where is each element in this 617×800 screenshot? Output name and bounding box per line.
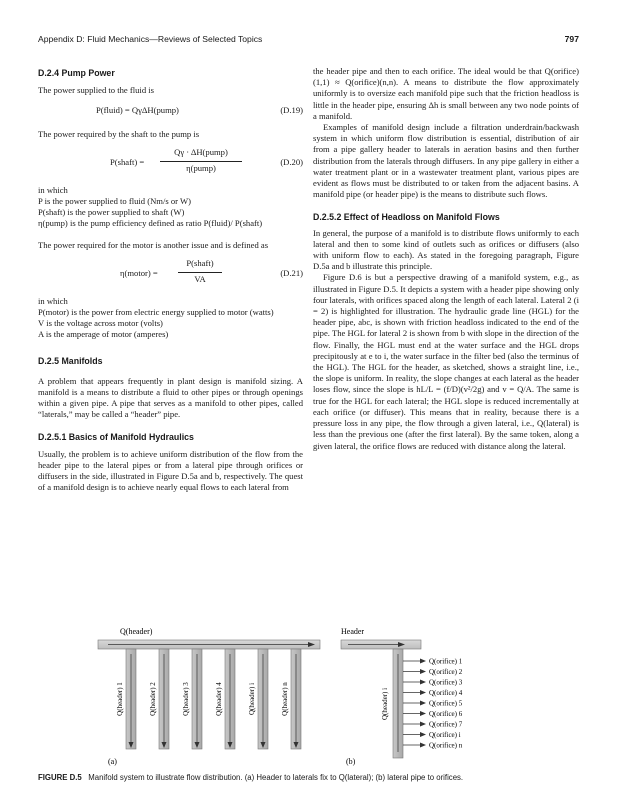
orifice-label: Q(orifice) 4 xyxy=(429,689,463,697)
equation-lhs: η(motor) = xyxy=(120,267,158,278)
equation-d21 xyxy=(38,258,303,292)
orifice-outlet xyxy=(403,658,463,666)
caption-text: Manifold system to illustrate flow distribution. (a) Header to laterals fix to Q(lateral); (b) lateral pipe to orifices. xyxy=(88,773,464,782)
caption-label: FIGURE D.5 xyxy=(38,773,82,782)
lateral-label: Q(header) 1 xyxy=(116,682,124,716)
lateral-label: Q(header) i xyxy=(248,682,256,716)
lateral-label: Q(header) 2 xyxy=(149,682,157,716)
orifice-flow-arrow xyxy=(420,743,426,748)
figure-caption xyxy=(38,773,579,782)
figure-a-title: Q(header) xyxy=(120,627,153,636)
orifice-flow-arrow xyxy=(420,732,426,737)
equation-numerator: P(shaft) xyxy=(186,257,214,268)
paragraph: the header pipe and then to each orifice. The ideal would be that Q(orifice)(1,1) ≈ Q(orifice)(n,n). A means to distribute the flow approximately uniformly is to oversize each manifold pipe such that the friction headloss is little in the header pipe, ensuring Δh is small between any two node points of a manifold. xyxy=(313,66,579,121)
paragraph: A problem that appears frequently in plant design is manifold sizing. A manifold is a means to distribute a fluid to other pipes or through openings within a given pipe. A pipe that serves as a manifold to other pipes, called “laterals,” may be called a “header” pipe. xyxy=(38,375,303,420)
orifice-flow-arrow xyxy=(420,711,426,716)
orifice-outlet xyxy=(403,721,463,729)
lateral-label: Q(header) 4 xyxy=(215,682,223,716)
orifice-outlet xyxy=(403,700,463,708)
orifice-label: Q(orifice) 1 xyxy=(429,657,463,666)
fraction-bar xyxy=(178,272,222,273)
definition-item: P(shaft) is the power supplied to shaft (W) xyxy=(38,207,185,218)
definition-item: P(motor) is the power from electric energy supplied to motor (watts) xyxy=(38,306,274,317)
section-heading-manifolds: D.2.5 Manifolds xyxy=(38,356,103,367)
lateral-label: Q(header) n xyxy=(281,682,289,716)
equation-numerator: Qγ · ΔH(pump) xyxy=(174,146,228,157)
definition-item: A is the amperage of motor (amperes) xyxy=(38,329,169,340)
lateral-pipe xyxy=(215,649,235,749)
figure-b-label: (b) xyxy=(346,757,356,766)
orifice-label: Q(orifice) 5 xyxy=(429,699,463,708)
equation-d20 xyxy=(38,147,303,181)
paragraph: The power required for the motor is another issue and is defined as xyxy=(38,240,269,251)
lateral-pipe xyxy=(149,649,169,749)
orifice-flow-arrow xyxy=(420,669,426,674)
page-number: 797 xyxy=(564,34,579,44)
orifice-label: Q(orifice) 3 xyxy=(429,678,463,687)
orifice-label: Q(orifice) 2 xyxy=(429,668,463,676)
right-column xyxy=(313,66,579,452)
figure-a-label: (a) xyxy=(108,757,117,766)
paragraph: in which xyxy=(38,184,68,195)
equation-denominator: VA xyxy=(194,273,206,284)
lateral-label-b: Q(header) i xyxy=(381,687,389,721)
fraction-bar xyxy=(160,161,242,162)
equation-d19 xyxy=(38,101,303,123)
paragraph: Examples of manifold design include a filtration underdrain/backwash system in which uniform flow distribution is essential, distribution of air from a pipe gallery header to laterals in aeration basins and then further distribution from the laterals through diffusers. In any pipe gallery in either a water treatment plant or in a wastewater treatment plant, various pipes are evident as flows must be distributed to or taken from the adjacent basins. A manifold pipe (or header pipe) is the means to distribute such flows. xyxy=(313,122,579,200)
figure-b-title: Header xyxy=(341,627,365,636)
left-column xyxy=(38,66,303,493)
definition-item: P is the power supplied to fluid (Nm/s or W) xyxy=(38,195,192,206)
orifice-flow-arrow xyxy=(420,701,426,706)
orifice-flow-arrow xyxy=(420,690,426,695)
orifice-flow-arrow xyxy=(420,680,426,685)
paragraph: in which xyxy=(38,295,68,306)
orifice-outlet xyxy=(403,742,463,750)
orifices-group xyxy=(403,658,463,750)
equation-denominator: η(pump) xyxy=(186,162,216,173)
paragraph: The power supplied to the fluid is xyxy=(38,85,154,96)
equation-number: (D.21) xyxy=(280,267,303,278)
orifice-flow-arrow xyxy=(420,659,426,664)
orifice-outlet xyxy=(403,731,461,739)
equation-number: (D.19) xyxy=(280,105,303,116)
definition-item: V is the voltage across motor (volts) xyxy=(38,318,163,329)
equation-body: P(fluid) = QγΔH(pump) xyxy=(96,105,179,116)
paragraph: The power required by the shaft to the pump is xyxy=(38,129,200,140)
section-heading-headloss: D.2.5.2 Effect of Headloss on Manifold Flows xyxy=(313,212,500,223)
orifice-outlet xyxy=(403,668,463,676)
lateral-pipe xyxy=(248,649,268,749)
orifice-outlet xyxy=(403,689,463,697)
laterals-group xyxy=(116,649,301,749)
paragraph: Figure D.6 is but a perspective drawing of a manifold system, e.g., as illustrated in Figure D.5. It depicts a system with a header pipe showing only four laterals, with orifices spaced along the length of each lateral. Lateral 2 (i = 2) is highlighted for illustration. The hydraulic grade line (HGL) for the header pipe, abc, is shown with friction headloss indicated to the end of the pipe. The HGL for lateral 2 is shown from b with slope in the direction of the flow. Finally, the HGL must end at the water surface and the HGL drops precipitously at e to i, the water surface in the filter bed (also the terminus of the HGL). The HGL for the header, as sketched, shows a straight line, i.e., the slope is uniform. In reality, the slope changes at each lateral as the header loses flow, since the slope is hL/L = (f/D)(v²/2g) and v = Q/A. The same is true for the HGL for each lateral; the HGL slope is reduced incrementally at each orifice (or diffuser). This means that in reality, because there is a pressure loss in any pipe, the flow through a given lateral, i.e., Q(lateral) is less than the previous one (after the first lateral). By the same token, along a given lateral, the orifice flows are reduced with distance along the lateral. xyxy=(313,272,579,451)
header-title: Appendix D: Fluid Mechanics—Reviews of Selected Topics xyxy=(38,34,263,44)
orifice-outlet xyxy=(403,710,463,718)
section-heading-manifold-hydraulics: D.2.5.1 Basics of Manifold Hydraulics xyxy=(38,432,194,443)
orifice-label: Q(orifice) 7 xyxy=(429,720,463,729)
paragraph: In general, the purpose of a manifold is to distribute flows uniformly to each lateral and then to some kind of outlets such as orifices or diffusers (also with uniform flow to each). As stated in the foregoing paragraph, Figure D.5a and b illustrate this principle. xyxy=(313,227,579,272)
orifice-label: Q(orifice) i xyxy=(429,731,461,739)
orifice-flow-arrow xyxy=(420,722,426,727)
section-heading-pump-power: D.2.4 Pump Power xyxy=(38,68,115,78)
paragraph: Usually, the problem is to achieve uniform distribution of the flow from the header pipe to the lateral pipes or from a lateral pipe through orifices or diffusers in the side, illustrated in Figure D.5a and b, respectively. The quest of a manifold design is to achieve nearly equal flows to each lateral from xyxy=(38,448,303,493)
lateral-pipe xyxy=(116,649,136,749)
lateral-pipe xyxy=(281,649,301,749)
figure-d5 xyxy=(38,624,579,768)
orifice-label: Q(orifice) 6 xyxy=(429,710,463,718)
definition-item: η(pump) is the pump efficiency defined as ratio P(fluid)/ P(shaft) xyxy=(38,218,263,229)
running-header xyxy=(38,34,579,48)
equation-lhs: P(shaft) = xyxy=(110,156,145,167)
orifice-label: Q(orifice) n xyxy=(429,741,463,750)
lateral-pipe xyxy=(182,649,202,749)
orifice-outlet xyxy=(403,679,463,687)
equation-number: (D.20) xyxy=(280,156,303,167)
lateral-label: Q(header) 3 xyxy=(182,682,190,716)
